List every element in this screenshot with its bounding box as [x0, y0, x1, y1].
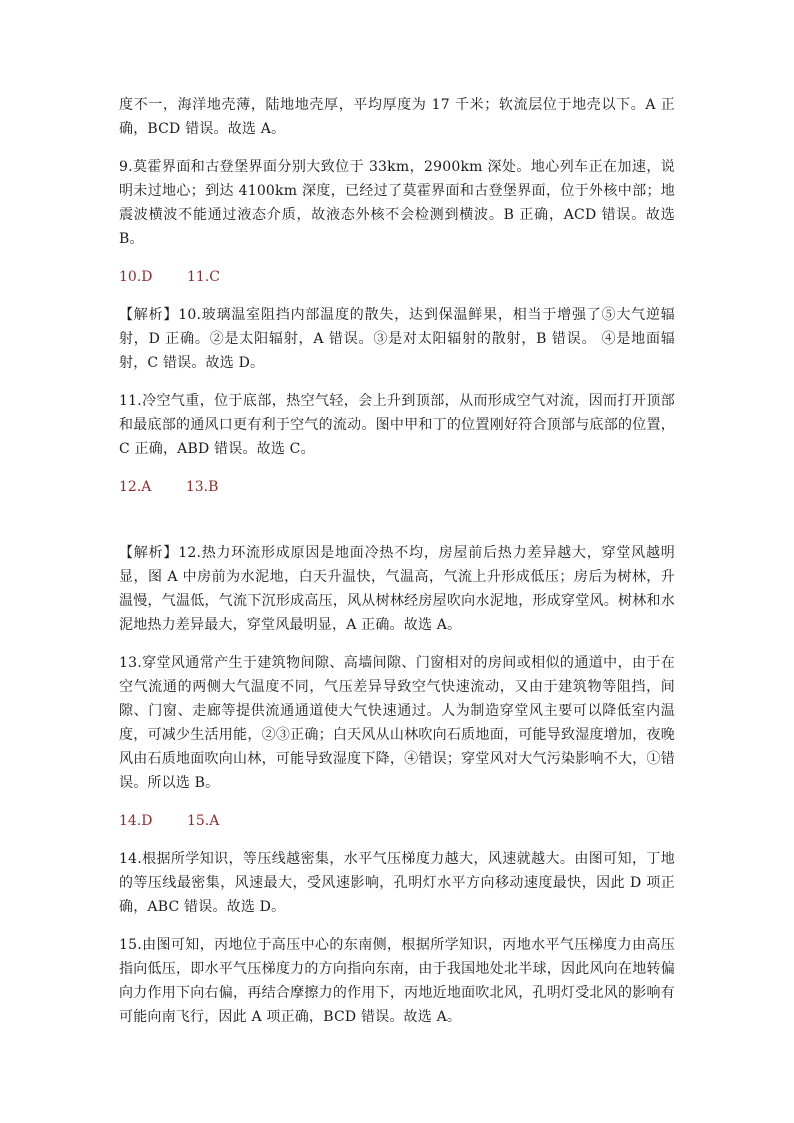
answer-11: 11.C [186, 269, 220, 285]
answer-line-14-15 [119, 809, 675, 833]
answer-line-10-11 [119, 265, 675, 289]
paragraph-continuation: 度不一，海洋地壳薄，陆地地壳厚，平均厚度为 17 千米；软流层位于地壳以下。A 正确，BCD 错误。故选 A。 [119, 97, 675, 137]
spacer [119, 513, 675, 541]
paragraph-q9: 9.莫霍界面和古登堡界面分别大致位于 33km，2900km 深处。地心列车正在加速，说明未过地心；到达 4100km 深度，已经过了莫霍界面和古登堡界面，位于外核中部；地震波横波不能通过液态介质，故液态外核不会检测到横波。B 正确，ACD 错误。故选 B。 [119, 159, 675, 247]
paragraph-q11: 11.冷空气重，位于底部，热空气轻，会上升到顶部，从而形成空气对流，因而打开顶部和最底部的通风口更有利于空气的流动。图中甲和丁的位置刚好符合顶部与底部的位置，C 正确，ABD 错误。故选 C。 [119, 393, 675, 457]
paragraph-q13: 13.穿堂风通常产生于建筑物间隙、高墙间隙、门窗相对的房间或相似的通道中，由于在空气流通的两侧大气温度不同，气压差异导致空气快速流动，又由于建筑物等阻挡，间隙、门窗、走廊等提供流通通道使大气快速通过。人为制造穿堂风主要可以降低室内温度，可减少生活用能，②③正确；白天风从山林吹向石质地面，可能导致湿度增加，夜晚风由石质地面吹向山林，可能导致湿度下降，④错误；穿堂风对大气污染影响不大，①错误。所以选 B。 [119, 655, 675, 791]
paragraph-q10-analysis: 【解析】10.玻璃温室阻挡内部温度的散失，达到保温鲜果，相当于增强了⑤大气逆辐射，D 正确。②是太阳辐射，A 错误。③是对太阳辐射的散射，B 错误。 ④是地面辐射，C 错误。故选 D。 [119, 307, 675, 371]
document-page [119, 93, 675, 1043]
answer-12: 12.A [119, 479, 152, 495]
answer-13: 13.B [185, 479, 219, 495]
answer-10: 10.D [119, 269, 153, 285]
paragraph-q12-analysis: 【解析】12.热力环流形成原因是地面冷热不均，房屋前后热力差异越大，穿堂风越明显，图 A 中房前为水泥地，白天升温快，气温高，气流上升形成低压；房后为树林，升温慢，气温低，气流下沉形成高压，风从树林经房屋吹向水泥地，形成穿堂风。树林和水泥地热力差异最大，穿堂风最明显，A 正确。故选 A。 [119, 545, 675, 633]
paragraph-q15: 15.由图可知，丙地位于高压中心的东南侧，根据所学知识，丙地水平气压梯度力由高压指向低压，即水平气压梯度力的方向指向东南，由于我国地处北半球，因此风向在地转偏向力作用下向右偏，再结合摩擦力的作用下，丙地近地面吹北风，孔明灯受北风的影响有可能向南飞行，因此 A 项正确，BCD 错误。故选 A。 [119, 937, 675, 1025]
answer-15: 15.A [186, 813, 220, 829]
paragraph-q14: 14.根据所学知识，等压线越密集，水平气压梯度力越大，风速就越大。由图可知，丁地的等压线最密集，风速最大，受风速影响，孔明灯水平方向移动速度最快，因此 D 项正确，ABC 错误。故选 D。 [119, 851, 675, 915]
answer-14: 14.D [119, 813, 153, 829]
answer-line-12-13 [119, 475, 675, 499]
